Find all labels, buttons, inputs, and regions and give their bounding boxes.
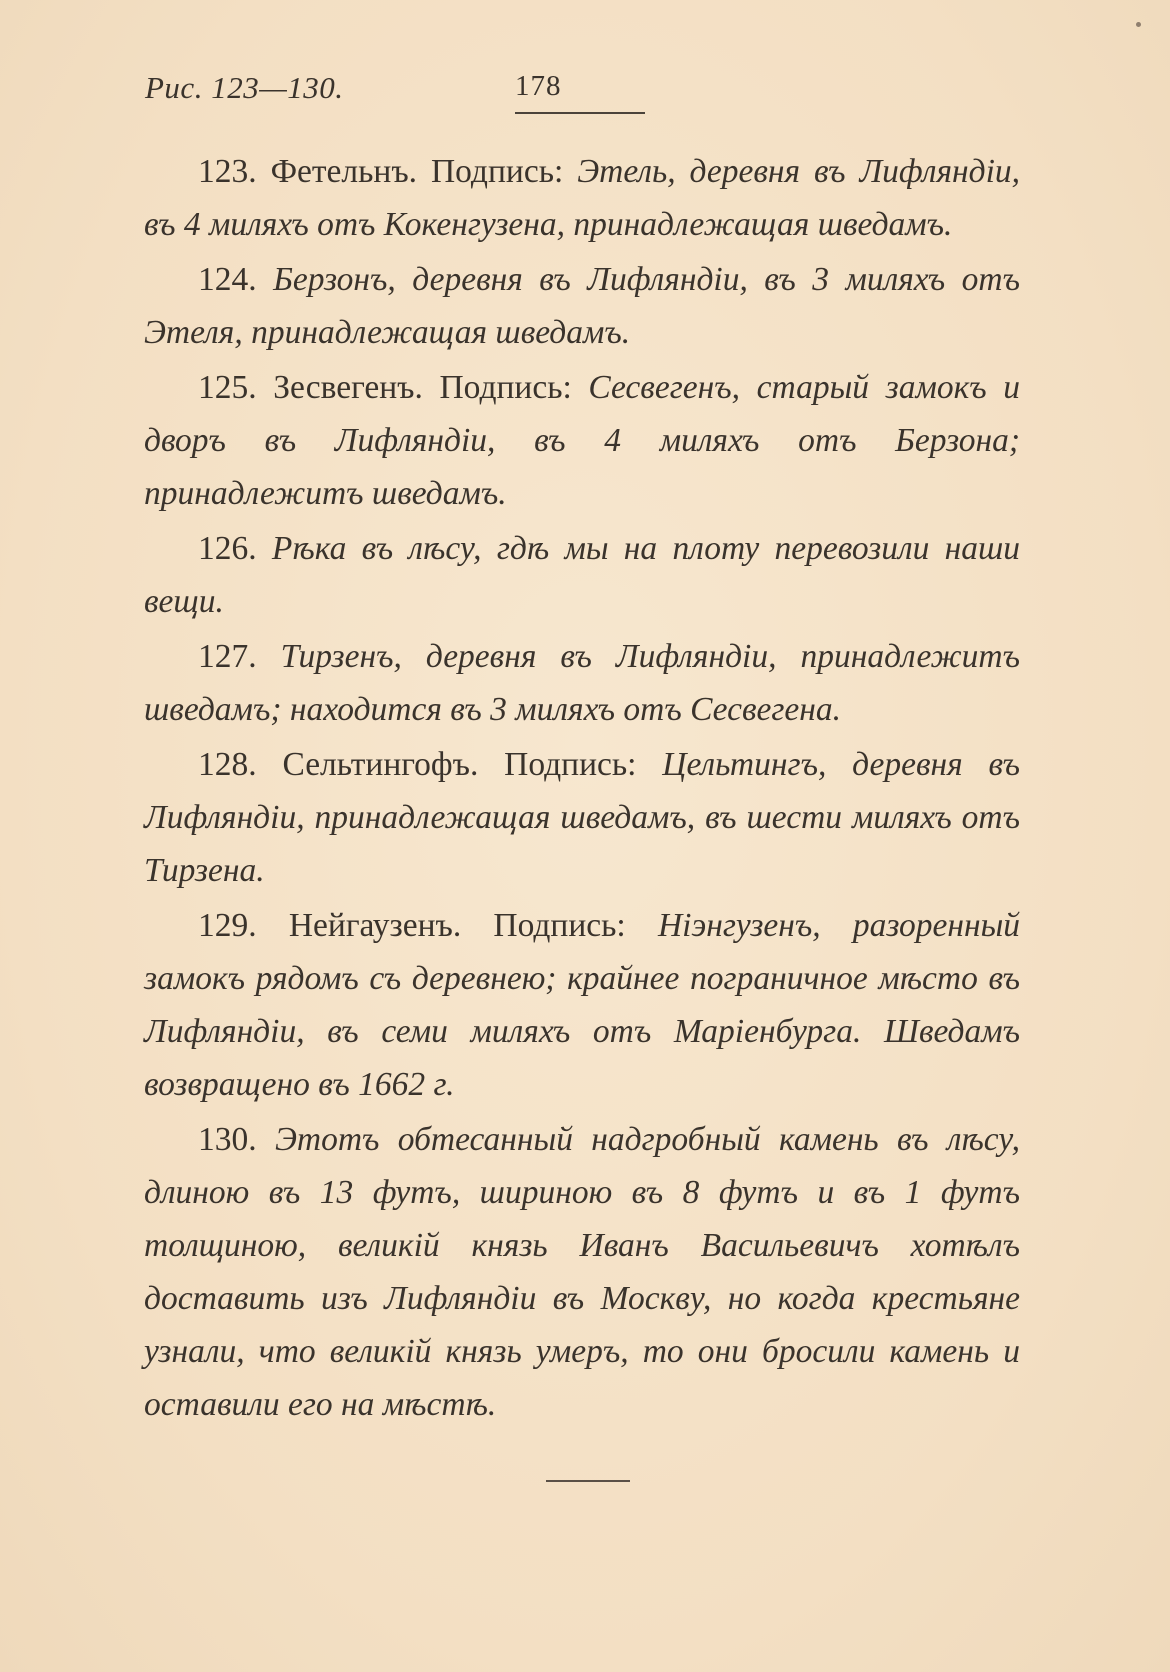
- section-header: Рис. 123—130.: [145, 70, 344, 105]
- entry-caption: Тирзенъ, деревня въ Лифляндіи, принадлежитъ шведамъ; находится въ 3 миляхъ отъ Сесвегена.: [144, 638, 1020, 728]
- entry-125: [144, 361, 1020, 520]
- running-head: [145, 70, 1025, 120]
- entry-caption: Ніэнгузенъ, разоренный замокъ рядомъ съ деревнею; крайнее пограничное мѣсто въ Лифляндіи, въ семи миляхъ отъ Маріенбурга. Шведамъ возвращено въ 1662 г.: [144, 907, 1021, 1103]
- entry-124: [144, 253, 1020, 359]
- entry-number: 124.: [198, 261, 257, 298]
- end-rule: [546, 1480, 630, 1482]
- entry-caption: Этотъ обтесанный надгробный камень въ лѣсу, длиною въ 13 футъ, шириною въ 8 футъ и въ 1 футъ толщиною, великій князь Иванъ Васильевичъ хотѣлъ доставить изъ Лифляндіи въ Москву, но когда крестьяне узнали, что великій князь умеръ, то они бросили камень и оставили его на мѣстѣ.: [144, 1121, 1020, 1423]
- header-rule: [515, 112, 645, 114]
- entry-caption: Рѣка въ лѣсу, гдѣ мы на плоту перевозили наши вещи.: [144, 530, 1021, 620]
- entry-123: [144, 145, 1020, 251]
- entry-128: [144, 738, 1020, 897]
- entry-caption: Берзонъ, деревня въ Лифляндіи, въ 3 миляхъ отъ Этеля, принадлежащая шведамъ.: [144, 261, 1020, 351]
- entry-127: [144, 630, 1020, 736]
- entry-lead: Фетельнъ. Подпись:: [270, 153, 564, 190]
- figure-captions-list: [144, 145, 1020, 1433]
- entry-129: [144, 899, 1020, 1111]
- entry-lead: Нейгаузенъ. Подпись:: [288, 907, 626, 944]
- entry-number: 130.: [198, 1121, 257, 1158]
- entry-number: 127.: [198, 638, 257, 675]
- entry-number: 125.: [198, 369, 257, 406]
- entry-caption: Этель, деревня въ Лифляндіи, въ 4 миляхъ отъ Кокенгузена, принадлежащая шведамъ.: [144, 153, 1021, 243]
- paper-speck: [1136, 22, 1141, 27]
- entry-number: 126.: [198, 530, 257, 567]
- entry-caption: Сесвегенъ, старый замокъ и дворъ въ Лифляндіи, въ 4 миляхъ отъ Берзона; принадлежитъ шведамъ.: [144, 369, 1020, 512]
- entry-number: 129.: [198, 907, 257, 944]
- entry-126: [144, 522, 1020, 628]
- entry-130: [144, 1113, 1020, 1431]
- entry-number: 128.: [198, 746, 257, 783]
- entry-lead: Сельтингофъ. Подпись:: [282, 746, 637, 783]
- entry-number: 123.: [198, 153, 257, 190]
- entry-lead: Зесвегенъ. Подпись:: [273, 369, 572, 406]
- entry-caption: Цельтингъ, деревня въ Лифляндіи, принадлежащая шведамъ, въ шести миляхъ отъ Тирзена.: [144, 746, 1021, 889]
- page-number: 178: [515, 70, 562, 102]
